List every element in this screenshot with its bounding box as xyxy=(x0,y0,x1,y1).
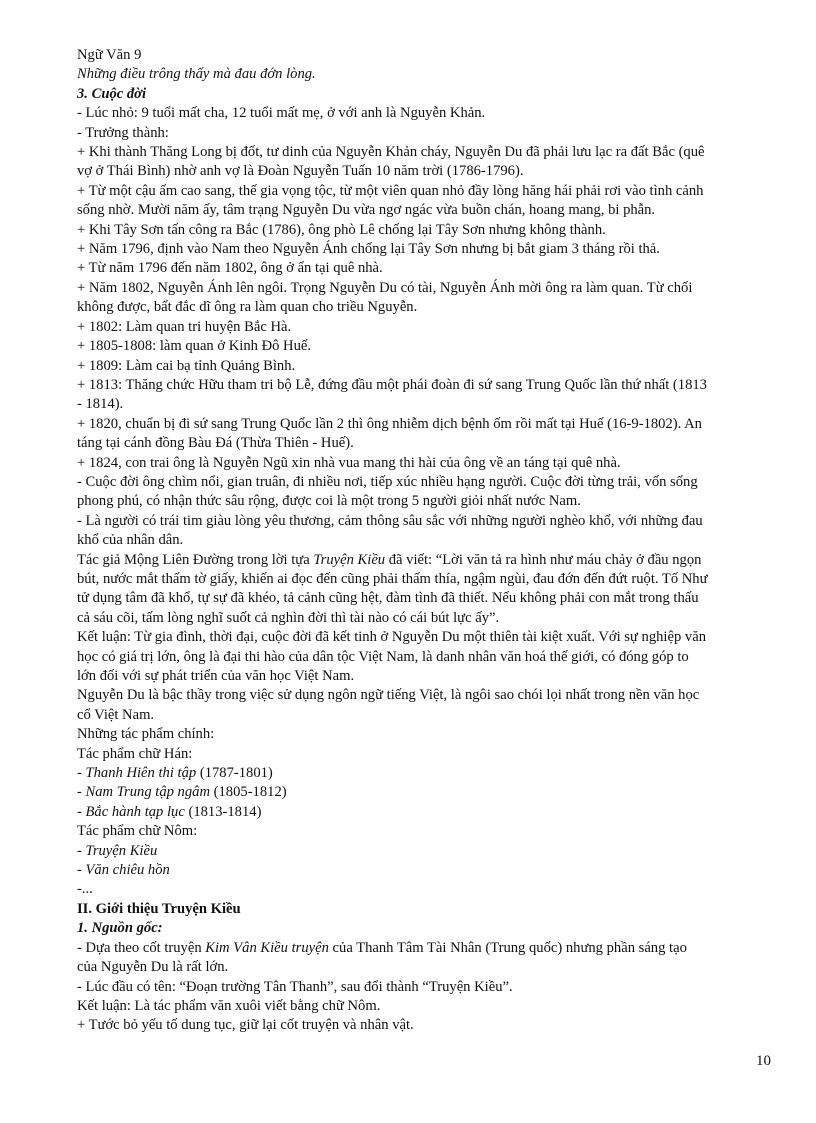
section-title-life: 3. Cuộc đời xyxy=(77,85,147,102)
text-line: - Là người có trái tim giàu lòng yêu thương, cảm thông sâu sắc với những người nghèo khổ, với những đau xyxy=(77,512,703,529)
conclusion-block xyxy=(77,628,771,764)
document-page xyxy=(77,46,771,1036)
quote-line: tử dụng tâm đã khổ, tự sự đã khéo, tả cảnh cũng hệt, đàm tình đã thiết. Nếu không phải con mắt trong thấu xyxy=(77,590,699,607)
subsection-title-origin: 1. Nguồn gốc: xyxy=(77,920,163,937)
document-header: Ngữ Văn 9 xyxy=(77,47,142,63)
quote-line xyxy=(77,551,771,570)
text-line: - Trưởng thành: xyxy=(77,124,169,141)
text-line: + 1813: Thăng chức Hữu tham tri bộ Lễ, đứng đầu một phái đoàn đi sứ sang Trung Quốc lần thứ nhất (1813 xyxy=(77,376,707,393)
work-title: Văn chiêu hồn xyxy=(85,862,170,879)
conclusion-line: Những tác phẩm chính: xyxy=(77,726,215,743)
list-item: - Nam Trung tập ngâm (1805-1812) xyxy=(77,784,287,801)
ellipsis: -... xyxy=(77,881,93,898)
quote-line: bút, nước mắt thấm tờ giấy, khiến ai đọc đến cũng phải thấm thía, ngậm ngùi, đau đớn đến đứt ruột. Tố Như xyxy=(77,570,708,587)
han-works-list xyxy=(77,764,771,822)
origin-line xyxy=(77,939,771,958)
text-line: + Năm 1796, định vào Nam theo Nguyễn Ánh chống lại Tây Sơn nhưng bị bắt giam 3 tháng rồi thả. xyxy=(77,241,660,258)
text-line: + 1809: Làm cai bạ tỉnh Quảng Bình. xyxy=(77,357,296,374)
work-years: (1787-1801) xyxy=(196,765,273,782)
origin-text: - Dựa theo cốt truyện xyxy=(77,939,206,956)
conclusion-line: lớn đối với sự phát triển của văn học Việt Nam. xyxy=(77,668,355,684)
text-line: - 1814). xyxy=(77,396,124,413)
origin-block xyxy=(77,939,771,1036)
origin-line: - Lúc đầu có tên: “Đoạn trường Tân Thanh”, sau đổi thành “Truyện Kiều”. xyxy=(77,978,513,995)
quote-intro: Tác giả Mộng Liên Đường trong lời tựa xyxy=(77,551,314,568)
conclusion-line: Kết luận: Từ gia đình, thời đại, cuộc đời đã kết tinh ở Nguyễn Du một thiên tài kiệt xuất. Với sự nghiệp văn xyxy=(77,629,706,646)
list-item: - Thanh Hiên thi tập (1787-1801) xyxy=(77,765,273,782)
quote-text: đã viết: “Lời văn tả ra hình như máu chảy ở đầu ngọn xyxy=(385,551,702,568)
list-item: - Truyện Kiều xyxy=(77,842,158,859)
origin-source-title: Kim Vân Kiều truyện xyxy=(205,939,329,956)
origin-text: của Thanh Tâm Tài Nhân (Trung quốc) nhưng phần sáng tạo xyxy=(328,939,687,956)
text-line: - Cuộc đời ông chìm nổi, gian truân, đi nhiều nơi, tiếp xúc nhiều hạng người. Cuộc đời từng trải, vốn sống xyxy=(77,473,698,490)
conclusion-line: cổ Việt Nam. xyxy=(77,706,155,723)
text-line: + 1820, chuẩn bị đi sứ sang Trung Quốc lần 2 thì ông nhiễm dịch bệnh ốm rồi mất tại Huế (16-9-1802). An xyxy=(77,415,702,432)
text-line: + 1824, con trai ông là Nguyễn Ngũ xin nhà vua mang thi hài của ông về an táng tại quê nhà. xyxy=(77,454,621,471)
text-line: + 1805-1808: làm quan ở Kinh Đô Huế. xyxy=(77,338,312,355)
epigraph: Những điều trông thấy mà đau đớn lòng. xyxy=(77,66,316,83)
work-title: Thanh Hiên thi tập xyxy=(85,765,197,782)
list-item: - Bắc hành tạp lục (1813-1814) xyxy=(77,803,262,820)
text-line: + 1802: Làm quan tri huyện Bắc Hà. xyxy=(77,318,292,335)
text-line: vợ ở Thái Bình) nhờ anh vợ là Đoàn Nguyễn Tuấn 10 năm trời (1786-1796). xyxy=(77,163,524,180)
text-line: + Khi thành Thăng Long bị đốt, tư dinh của Nguyễn Khản cháy, Nguyễn Du đã phải lưu lạc ra đất Bắc (quê xyxy=(77,144,705,161)
text-line: + Từ một cậu ấm cao sang, thế gia vọng tộc, từ một viên quan nhỏ đầy lòng hăng hái phải rơi vào tình cảnh xyxy=(77,182,704,199)
text-line: - Lúc nhỏ: 9 tuổi mất cha, 12 tuổi mất mẹ, ở với anh là Nguyễn Khản. xyxy=(77,105,486,122)
work-title: Nam Trung tập ngâm xyxy=(85,784,210,801)
nom-works-list xyxy=(77,842,771,881)
text-line: phong phú, có nhận thức sâu rộng, được coi là một trong 5 người giỏi nhất nước Nam. xyxy=(77,493,581,510)
work-title: Bắc hành tạp lục xyxy=(85,803,185,820)
quote-work-title: Truyện Kiều xyxy=(313,551,386,568)
text-line: khổ của nhân dân. xyxy=(77,532,184,549)
quote-block xyxy=(77,551,771,629)
life-lines xyxy=(77,104,771,550)
text-line: + Khi Tây Sơn tấn công ra Bắc (1786), ông phò Lê chống lại Tây Sơn nhưng không thành. xyxy=(77,221,606,238)
text-line: táng tại cánh đồng Bàu Đá (Thừa Thiên - Huế). xyxy=(77,435,354,452)
origin-line: + Tước bỏ yếu tố dung tục, giữ lại cốt truyện và nhân vật. xyxy=(77,1017,414,1034)
text-line: sống nhờ. Mười năm ấy, tâm trạng Nguyễn Du vừa ngơ ngác vừa buồn chán, hoang mang, bi phẫn. xyxy=(77,202,656,219)
text-line: + Năm 1802, Nguyễn Ánh lên ngôi. Trọng Nguyễn Du có tài, Nguyễn Ánh mời ông ra làm quan. Từ chối xyxy=(77,279,693,296)
work-years: (1805-1812) xyxy=(210,784,287,801)
origin-line: của Nguyễn Du là rất lớn. xyxy=(77,959,229,976)
quote-line: cả sáu cõi, tấm lòng nghĩ suốt cả nghìn đời thì tài nào có cái bút lực ấy”. xyxy=(77,609,500,626)
text-line: không được, bất đắc dĩ ông ra làm quan cho triều Nguyễn. xyxy=(77,299,418,316)
conclusion-line: học có giá trị lớn, ông là đại thi hào của dân tộc Việt Nam, là danh nhân văn hoá thế giới, có đóng góp to xyxy=(77,648,689,665)
origin-line: Kết luận: Là tác phẩm văn xuôi viết bằng chữ Nôm. xyxy=(77,997,381,1014)
list-item: - Văn chiêu hồn xyxy=(77,862,170,879)
work-title: Truyện Kiều xyxy=(85,842,158,859)
page-number: 10 xyxy=(756,1053,771,1069)
conclusion-line: Tác phẩm chữ Hán: xyxy=(77,745,193,762)
section-title-intro: II. Giới thiệu Truyện Kiều xyxy=(77,900,241,917)
work-years: (1813-1814) xyxy=(184,803,262,820)
nom-label: Tác phẩm chữ Nôm: xyxy=(77,823,198,840)
text-line: + Từ năm 1796 đến năm 1802, ông ở ẩn tại quê nhà. xyxy=(77,260,383,277)
conclusion-line: Nguyễn Du là bậc thầy trong việc sử dụng ngôn ngữ tiếng Việt, là ngôi sao chói lọi nhất trong nền văn học xyxy=(77,687,700,704)
